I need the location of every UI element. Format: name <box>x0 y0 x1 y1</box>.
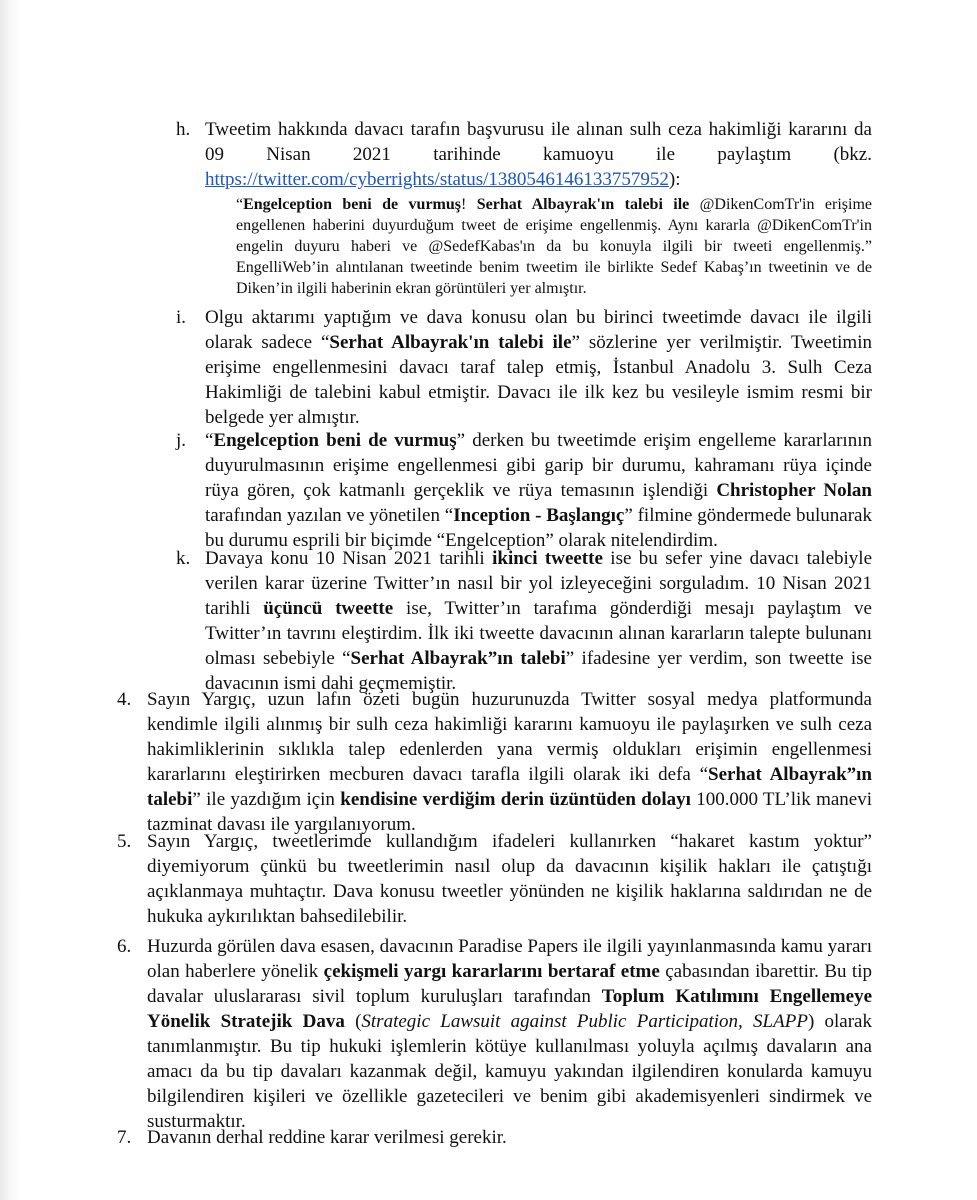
list-marker: k. <box>176 548 191 569</box>
paragraph-5: 5. Sayın Yargıç, tweetlerimde kullandığım ifadeleri kullanırken “hakaret kastım yoktur” diyemiyorum çünkü bu tweetlerimin nasıl olup da davacının kişilik hakları ile çatıştığı açıklanmaya muhtaçtır. Dava konusu tweetler yönünden ne kişilik haklarına saldırıdan ne de hukuka aykırılıktan bahsedilebilir. <box>117 831 872 927</box>
item-text: ): <box>668 169 681 190</box>
list-item-i: i. Olgu aktarımı yaptığım ve dava konusu olan bu birinci tweetimde davacı ile ilgili olarak sadece “Serhat Albayrak'ın talebi ile” sözlerine yer verilmiştir. Tweetimin erişime engellenmesini davacı taraf talep etmiş, İstanbul Anadolu 3. Sulh Ceza Hakimliği de talebini kabul etmiştir. Davacı ile ilk kez bu vesileyle ismim resmi bir belgede yer almıştır. <box>176 307 872 428</box>
list-marker: h. <box>176 119 191 140</box>
list-item-k: k. Davaya konu 10 Nisan 2021 tarihli ikinci tweette ise bu sefer yine davacı talebiyle verilen karar üzerine Twitter’ın nasıl bir yol izleyeceğini sorguladım. 10 Nisan 2021 tarihli üçüncü tweette ise, Twitter’ın tarafıma gönderdiği mesajı paylaştım ve Twitter’ın tavrını eleştirdim. İlk iki tweette davacının alınan kararların talepte bulunanı olması sebebiyle “Serhat Albayrak”ın talebi” ifadesine yer verdim, son tweette ise davacının ismi dahi geçmemiştir. <box>176 548 872 694</box>
block-quote: “Engelception beni de vurmuş! Serhat Albayrak'ın talebi ile @DikenComTr'in erişime engellenen haberini duyurduğum tweet de erişime engellenmiş. Aynı kararla @DikenComTr'in engelin duyuru haberi ve @SedefKabas'ın da bu konuyla ilgili bir tweeti engellenmiş.” EngelliWeb’in alıntılanan tweetinde benim tweetim ile birlikte Sedef Kabaş’ın tweetinin ve de Diken’in ilgili haberinin ekran görüntüleri yer almıştır. <box>236 196 872 297</box>
list-marker: j. <box>176 430 187 451</box>
paragraph-number: 5. <box>117 831 132 852</box>
page-edge-shadow <box>0 0 22 1200</box>
item-text: Tweetim hakkında davacı tarafın başvurusu ile alınan sulh ceza hakimliği kararını da 09 Nisan 2021 tarihinde kamuoyu ile paylaştım (bkz. <box>205 119 872 165</box>
tweet-link[interactable]: https://twitter.com/cyberrights/status/1380546146133757952 <box>205 169 669 190</box>
paragraph-number: 7. <box>117 1127 132 1148</box>
paragraph-4: 4. Sayın Yargıç, uzun lafın özeti bugün huzurunuzda Twitter sosyal medya platformunda kendimle ilgili alınmış bir sulh ceza hakimliği kararını kamuoyu ile paylaşırken ve sulh ceza hakimliklerinin sıklıkla talep edenlerden yana vermiş oldukları erişimin engellenmesi kararlarını eleştirirken mecburen davacı tarafla ilgili olarak iki defa “Serhat Albayrak”ın talebi” ile yazdığım için kendisine verdiğim derin üzüntüden dolayı 100.000 TL’lik manevi tazminat davası ile yargılanıyorum. <box>117 689 872 835</box>
quote-bold: Engelception beni de vurmuş <box>243 196 461 213</box>
paragraph-number: 6. <box>117 936 132 957</box>
paragraph-number: 4. <box>117 689 132 710</box>
list-marker: i. <box>176 307 187 328</box>
quote-bold: Serhat Albayrak'ın talebi ile <box>476 196 690 213</box>
list-item-j: j. “Engelception beni de vurmuş” derken bu tweetimde erişim engelleme kararlarının duyurulmasının erişime engellenmesi gibi garip bir durumu, kahramanı rüya içinde rüya gören, çok katmanlı gerçeklik ve rüya temasının işlendiği Christopher Nolan tarafından yazılan ve yönetilen “Inception - Başlangıç” filmine göndermede bulunarak bu durumu esprili bir biçimde “Engelception” olarak nitelendirdim. <box>176 430 872 551</box>
quote-text: @DikenComTr'in erişime engellenen haberini duyurduğum tweet de erişime engellenmiş. Aynı kararla @DikenComTr'in engelin duyuru haberi ve @SedefKabas'ın da bu konuyla ilgili bir tweeti engellenmiş.” EngelliWeb’in alıntılanan tweetinde benim tweetim ile birlikte Sedef Kabaş’ın tweetinin ve de Diken’in ilgili haberinin ekran görüntüleri yer almıştır. <box>236 196 872 297</box>
list-item-h <box>176 117 872 192</box>
paragraph-7: 7. Davanın derhal reddine karar verilmesi gerekir. <box>117 1127 507 1148</box>
paragraph-6: 6. Huzurda görülen dava esasen, davacının Paradise Papers ile ilgili yayınlanmasında kamu yararı olan haberlere yönelik çekişmeli yargı kararlarını bertaraf etme çabasından ibarettir. Bu tip davalar uluslararası sivil toplum kuruluşları tarafından Toplum Katılımını Engellemeye Yönelik Stratejik Dava (Strategic Lawsuit against Public Participation, SLAPP) olarak tanımlanmıştır. Bu tip hukuki işlemlerin kötüye kullanılması yoluyla açılmış davaların ana amacı da bu tip davaları kazanmak değil, kamuyu yakından ilgilendiren konularda kamuyu bilgilendiren kişileri ve özellikle gazetecileri ve benim gibi akademisyenleri sindirmek ve susturmaktır. <box>117 936 872 1132</box>
